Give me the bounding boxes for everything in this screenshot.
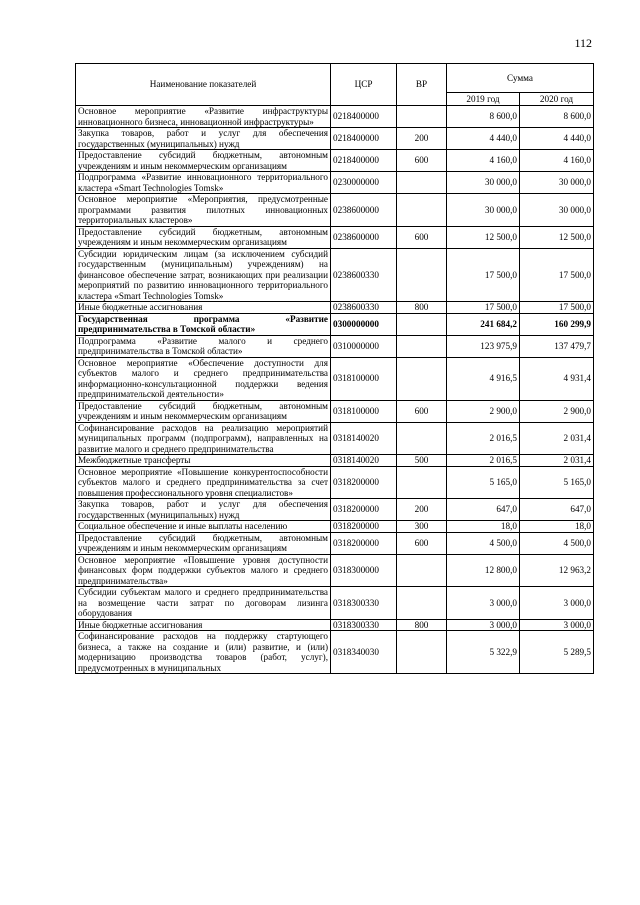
row-name-cell: Подпрограмма «Развитие малого и среднего предпринимательства в Томской области» (76, 335, 331, 357)
page-number: 112 (574, 36, 592, 50)
row-sum-2020-cell: 12 963,2 (520, 554, 594, 587)
row-sum-2019-cell: 2 016,5 (447, 455, 520, 467)
row-csr-cell: 0318140020 (331, 422, 397, 455)
row-sum-2020-cell: 8 600,0 (520, 106, 594, 128)
row-name-cell: Иные бюджетные ассигнования (76, 619, 331, 631)
row-vr-cell: 200 (397, 128, 447, 150)
row-vr-cell (397, 335, 447, 357)
table-row (76, 128, 594, 150)
row-name-cell: Основное мероприятие «Повышение конкурентоспособности субъектов малого и среднего предпринимательства за счет повышения профессионального уровня специалистов» (76, 466, 331, 499)
row-name-cell: Субсидии юридическим лицам (за исключением субсидий государственным (муниципальным) учреждениям) на финансовое обеспечение затрат, возникающих при реализации мероприятий по развитию инновационного территориального кластера «Smart Technologies Tomsk» (76, 248, 331, 302)
row-name-cell: Межбюджетные трансферты (76, 455, 331, 467)
row-vr-cell: 800 (397, 302, 447, 314)
table-row (76, 400, 594, 422)
budget-table (75, 63, 594, 674)
row-name-cell: Закупка товаров, работ и услуг для обеспечения государственных (муниципальных) нужд (76, 499, 331, 521)
table-row (76, 194, 594, 227)
table-row (76, 422, 594, 455)
table-row (76, 248, 594, 302)
header-year-2020: 2020 год (520, 93, 594, 106)
row-sum-2020-cell: 4 440,0 (520, 128, 594, 150)
row-name-cell: Софинансирование расходов на поддержку стартующего бизнеса, а также на создание и (или) развитие, и (или) модернизацию производства товаров (работ, услуг), предусмотренных в муниципальных (76, 631, 331, 674)
row-sum-2020-cell: 30 000,0 (520, 194, 594, 227)
row-csr-cell: 0318300330 (331, 619, 397, 631)
row-csr-cell: 0318140020 (331, 455, 397, 467)
row-sum-2020-cell: 4 500,0 (520, 532, 594, 554)
table-row (76, 455, 594, 467)
row-vr-cell: 600 (397, 400, 447, 422)
row-name-cell: Софинансирование расходов на реализацию мероприятий муниципальных программ (подпрограмм), направленных на развитие малого и среднего предпринимательства (76, 422, 331, 455)
row-name-cell: Субсидии субъектам малого и среднего предпринимательства на возмещение части затрат по договорам лизинга оборудования (76, 587, 331, 620)
row-vr-cell (397, 554, 447, 587)
table-row (76, 106, 594, 128)
row-sum-2019-cell: 5 322,9 (447, 631, 520, 674)
row-sum-2020-cell: 18,0 (520, 521, 594, 533)
row-sum-2019-cell: 123 975,9 (447, 335, 520, 357)
row-name-cell: Предоставление субсидий бюджетным, автономным учреждениям и иным некоммерческим организациям (76, 150, 331, 172)
row-sum-2019-cell: 2 016,5 (447, 422, 520, 455)
row-name-cell: Иные бюджетные ассигнования (76, 302, 331, 314)
row-csr-cell: 0318300000 (331, 554, 397, 587)
row-sum-2019-cell: 3 000,0 (447, 587, 520, 620)
header-csr: ЦСР (331, 64, 397, 106)
row-vr-cell: 800 (397, 619, 447, 631)
row-sum-2020-cell: 17 500,0 (520, 248, 594, 302)
row-vr-cell (397, 587, 447, 620)
row-sum-2019-cell: 8 600,0 (447, 106, 520, 128)
row-name-cell: Основное мероприятие «Повышение уровня доступности финансовых форм поддержки субъектов малого и среднего предпринимательства» (76, 554, 331, 587)
row-csr-cell: 0238600330 (331, 248, 397, 302)
table-row (76, 313, 594, 335)
table-row (76, 226, 594, 248)
row-vr-cell: 200 (397, 499, 447, 521)
table-row (76, 357, 594, 400)
table-row (76, 499, 594, 521)
row-sum-2020-cell: 12 500,0 (520, 226, 594, 248)
row-vr-cell (397, 357, 447, 400)
row-csr-cell: 0318200000 (331, 499, 397, 521)
row-name-cell: Закупка товаров, работ и услуг для обеспечения государственных (муниципальных) нужд (76, 128, 331, 150)
table-row (76, 619, 594, 631)
row-vr-cell (397, 466, 447, 499)
table-row (76, 521, 594, 533)
row-csr-cell: 0318100000 (331, 357, 397, 400)
row-vr-cell (397, 194, 447, 227)
row-name-cell: Основное мероприятие «Мероприятия, предусмотренные программами развития пилотных инновационных территориальных кластеров» (76, 194, 331, 227)
row-sum-2019-cell: 30 000,0 (447, 194, 520, 227)
row-sum-2019-cell: 241 684,2 (447, 313, 520, 335)
row-sum-2020-cell: 30 000,0 (520, 172, 594, 194)
row-vr-cell: 500 (397, 455, 447, 467)
row-name-cell: Предоставление субсидий бюджетным, автономным учреждениям и иным некоммерческим организациям (76, 400, 331, 422)
row-sum-2019-cell: 4 160,0 (447, 150, 520, 172)
table-row (76, 466, 594, 499)
table-row (76, 172, 594, 194)
row-sum-2020-cell: 5 289,5 (520, 631, 594, 674)
header-year-2019: 2019 год (447, 93, 520, 106)
row-sum-2019-cell: 17 500,0 (447, 302, 520, 314)
row-name-cell: Государственная программа «Развитие предпринимательства в Томской области» (76, 313, 331, 335)
row-sum-2020-cell: 2 031,4 (520, 422, 594, 455)
row-sum-2019-cell: 17 500,0 (447, 248, 520, 302)
row-vr-cell (397, 172, 447, 194)
row-csr-cell: 0218400000 (331, 150, 397, 172)
row-sum-2019-cell: 3 000,0 (447, 619, 520, 631)
header-sum: Сумма (447, 64, 594, 93)
row-vr-cell (397, 631, 447, 674)
row-csr-cell: 0238600000 (331, 226, 397, 248)
row-name-cell: Предоставление субсидий бюджетным, автономным учреждениям и иным некоммерческим организациям (76, 532, 331, 554)
row-vr-cell: 600 (397, 226, 447, 248)
row-csr-cell: 0318300330 (331, 587, 397, 620)
row-name-cell: Основное мероприятие «Обеспечение доступности для субъектов малого и среднего предпринимательства информационно-консультационной поддержки ведения предпринимательской деятельности» (76, 357, 331, 400)
row-sum-2020-cell: 5 165,0 (520, 466, 594, 499)
row-sum-2019-cell: 12 500,0 (447, 226, 520, 248)
row-csr-cell: 0318200000 (331, 532, 397, 554)
row-sum-2019-cell: 4 440,0 (447, 128, 520, 150)
row-sum-2019-cell: 2 900,0 (447, 400, 520, 422)
row-vr-cell (397, 106, 447, 128)
table-row (76, 587, 594, 620)
row-sum-2020-cell: 2 900,0 (520, 400, 594, 422)
row-sum-2019-cell: 4 916,5 (447, 357, 520, 400)
row-csr-cell: 0218400000 (331, 128, 397, 150)
header-vr: ВР (397, 64, 447, 106)
header-name: Наименование показателей (76, 64, 331, 106)
row-vr-cell: 600 (397, 532, 447, 554)
row-sum-2019-cell: 647,0 (447, 499, 520, 521)
row-sum-2020-cell: 3 000,0 (520, 587, 594, 620)
row-name-cell: Социальное обеспечение и иные выплаты населению (76, 521, 331, 533)
row-sum-2020-cell: 2 031,4 (520, 455, 594, 467)
row-vr-cell (397, 313, 447, 335)
row-name-cell: Основное мероприятие «Развитие инфраструктуры инновационного бизнеса, инновационной инфраструктуры» (76, 106, 331, 128)
row-vr-cell (397, 248, 447, 302)
row-csr-cell: 0318200000 (331, 521, 397, 533)
row-sum-2020-cell: 160 299,9 (520, 313, 594, 335)
row-csr-cell: 0238600000 (331, 194, 397, 227)
table-row (76, 554, 594, 587)
row-sum-2020-cell: 4 160,0 (520, 150, 594, 172)
row-vr-cell: 600 (397, 150, 447, 172)
row-csr-cell: 0300000000 (331, 313, 397, 335)
table-row (76, 335, 594, 357)
table-row (76, 150, 594, 172)
row-vr-cell (397, 422, 447, 455)
row-sum-2019-cell: 5 165,0 (447, 466, 520, 499)
row-name-cell: Подпрограмма «Развитие инновационного территориального кластера «Smart Technologies Tomsk» (76, 172, 331, 194)
row-csr-cell: 0318200000 (331, 466, 397, 499)
row-csr-cell: 0218400000 (331, 106, 397, 128)
row-sum-2020-cell: 17 500,0 (520, 302, 594, 314)
row-sum-2019-cell: 4 500,0 (447, 532, 520, 554)
row-sum-2019-cell: 30 000,0 (447, 172, 520, 194)
row-sum-2020-cell: 647,0 (520, 499, 594, 521)
row-sum-2019-cell: 12 800,0 (447, 554, 520, 587)
row-sum-2020-cell: 4 931,4 (520, 357, 594, 400)
table-body (76, 106, 594, 674)
table-row (76, 302, 594, 314)
row-sum-2020-cell: 3 000,0 (520, 619, 594, 631)
row-csr-cell: 0318340030 (331, 631, 397, 674)
row-csr-cell: 0238600330 (331, 302, 397, 314)
row-name-cell: Предоставление субсидий бюджетным, автономным учреждениям и иным некоммерческим организациям (76, 226, 331, 248)
row-csr-cell: 0230000000 (331, 172, 397, 194)
row-csr-cell: 0310000000 (331, 335, 397, 357)
table-row (76, 631, 594, 674)
table-row (76, 532, 594, 554)
row-sum-2019-cell: 18,0 (447, 521, 520, 533)
row-vr-cell: 300 (397, 521, 447, 533)
row-csr-cell: 0318100000 (331, 400, 397, 422)
row-sum-2020-cell: 137 479,7 (520, 335, 594, 357)
